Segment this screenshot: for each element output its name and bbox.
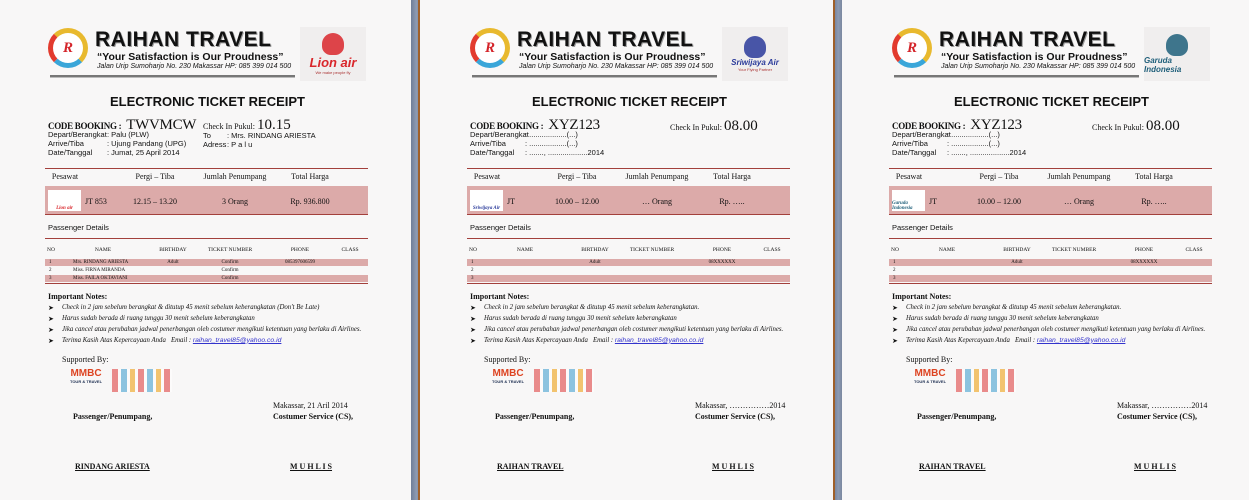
checkin-label: Check In Pukul: [203, 122, 255, 131]
flight-code: JT [929, 197, 937, 206]
passenger-count: … Orang [1064, 197, 1094, 206]
passenger-header-0: NO [47, 247, 55, 253]
passenger-details-label: Passenger Details [470, 223, 531, 232]
passenger-row [889, 259, 1212, 266]
passenger-signature: RAIHAN TRAVEL [497, 462, 564, 471]
divider-line [45, 168, 368, 169]
thanks-text: Terima Kasih Atas Kepercayaan Anda [62, 336, 166, 344]
passenger-header-0: NO [891, 247, 899, 253]
company-address: Jalan Urip Sumoharjo No. 230 Makassar HP: 085 399 014 500 [519, 63, 714, 70]
airline-partners-logos [534, 369, 594, 392]
checkin-row [1092, 118, 1180, 135]
note-item [48, 337, 368, 346]
note-item [892, 337, 1212, 346]
booking-code-label: CODE BOOKING [48, 121, 117, 131]
booking-code-label: CODE BOOKING [470, 121, 539, 131]
booking-code: XYZ123 [548, 117, 600, 133]
brand-name: RAIHAN TRAVEL [939, 28, 1116, 51]
passenger-row [889, 267, 1212, 274]
divider-line [467, 168, 790, 169]
place-date: Makassar, 21 Aril 2014 [273, 401, 348, 410]
passenger-phone: 08XXXXXX [708, 260, 736, 265]
passenger-header-5: CLASS [763, 247, 781, 253]
important-notes [470, 292, 790, 345]
passenger-no: 1 [893, 260, 896, 265]
passenger-phone: 085397606599 [285, 260, 315, 265]
document-title: ELECTRONIC TICKET RECEIPT [531, 94, 727, 109]
note-item: ➤ Harus sudah berada di ruang tunggu 30 menit sebelum keberangkatan [48, 315, 368, 324]
passenger-header-4: PHONE [290, 247, 310, 253]
flight-header-0: Pesawat [895, 172, 923, 181]
email-label: Email : [592, 336, 614, 344]
note-item: ➤ Check in 2 jam sebelum berangkat & ditutup 45 menit sebelum keberangkatan (Don't Be Late) [48, 304, 368, 313]
divider-line [889, 238, 1212, 239]
passenger-no: 2 [471, 268, 474, 273]
brand-name: RAIHAN TRAVEL [517, 28, 694, 51]
arrive-label: Arrive/Tiba [892, 139, 928, 148]
passenger-header-0: NO [469, 247, 477, 253]
checkin-time: 10.15 [257, 117, 291, 133]
passenger-header-4: PHONE [712, 247, 732, 253]
notes-title: Important Notes: [48, 292, 108, 301]
passenger-birthday: Adult [1011, 260, 1023, 265]
passenger-ticket: Confirm [221, 268, 239, 273]
passenger-header-5: CLASS [341, 247, 359, 253]
thanks-text: Terima Kasih Atas Kepercayaan Anda [484, 336, 588, 344]
flight-airline-logo-name: Garuda Indonesia [892, 201, 913, 211]
airline-logo-slogan: We make people fly [315, 70, 351, 75]
partner-logo-name: MMBC [70, 368, 102, 379]
email-label: Email : [1014, 336, 1036, 344]
date-value: : ......., ...................2014 [947, 148, 1027, 157]
passenger-header-1: NAME [938, 247, 956, 253]
page-divider [833, 0, 842, 500]
cs-signature: M U H L I S [712, 462, 755, 471]
passenger-no: 3 [471, 276, 474, 281]
page-divider [411, 0, 420, 500]
passenger-ticket: Confirm [221, 276, 239, 281]
flight-header-1: Pergi – Tiba [135, 172, 175, 181]
flight-header-1: Pergi – Tiba [557, 172, 597, 181]
total-price: Rp. ….. [719, 197, 745, 206]
checkin-row [670, 118, 758, 135]
passenger-name: Miss. FAILA OKTAVIANI [73, 276, 128, 281]
passenger-row [467, 275, 790, 282]
flight-airline-logo [892, 190, 925, 211]
important-notes [892, 292, 1212, 345]
airline-logo [300, 27, 366, 81]
to-label: To [203, 131, 211, 140]
flight-header-0: Pesawat [473, 172, 501, 181]
flight-time: 12.15 – 13.20 [133, 197, 177, 206]
airline-emblem-icon [322, 33, 344, 55]
airline-partners-logos [112, 369, 172, 392]
passenger-header-3: TICKET NUMBER [629, 247, 675, 253]
passenger-row [467, 267, 790, 274]
checkin-label: Check In Pukul: [670, 123, 722, 132]
flight-header-0: Pesawat [51, 172, 79, 181]
passenger-header-1: NAME [94, 247, 112, 253]
depart-value: : ..................(...) [947, 130, 1000, 139]
passenger-label: Passenger/Penumpang, [73, 412, 153, 421]
ticket-page-1 [0, 0, 411, 500]
passenger-row [45, 267, 368, 274]
partner-logo [489, 368, 527, 392]
divider-line [45, 238, 368, 239]
cs-signature: M U H L I S [1134, 462, 1177, 471]
notes-title: Important Notes: [470, 292, 530, 301]
date-label: Date/Tanggal [470, 148, 515, 157]
cs-signature: M U H L I S [290, 462, 333, 471]
note-item: ➤ Jika cancel atau perubahan jadwal penerbangan oleh costumer mengikuti ketentuan yang berlaku di Airlines. [470, 326, 790, 335]
airline-logo [722, 27, 788, 81]
raihan-travel-logo: R [470, 28, 510, 68]
total-price: Rp. ….. [1141, 197, 1167, 206]
passenger-header-3: TICKET NUMBER [207, 247, 253, 253]
arrive-value: : Ujung Pandang (UPG) [107, 139, 187, 148]
flight-airline-logo [48, 190, 81, 211]
tagline: “Your Satisfaction is Our Proudness” [97, 51, 284, 63]
arrive-label: Arrive/Tiba [48, 139, 84, 148]
passenger-birthday: Adult [589, 260, 601, 265]
adress-value: : P a l u [227, 140, 253, 149]
note-item [470, 337, 790, 346]
flight-header-3: Total Harga [291, 172, 329, 181]
depart-label: Depart/Berangkat [48, 130, 107, 139]
partner-logo-sub: TOUR & TRAVEL [491, 379, 525, 384]
partner-logo-sub: TOUR & TRAVEL [913, 379, 947, 384]
flight-airline-logo-name: Sriwijaya Air [472, 206, 501, 211]
airline-partners-logos [956, 369, 1016, 392]
supported-by-label: Supported By: [484, 355, 531, 364]
document-title: ELECTRONIC TICKET RECEIPT [109, 94, 305, 109]
passenger-header-3: TICKET NUMBER [1051, 247, 1097, 253]
to-value: : Mrs. RINDANG ARIESTA [227, 131, 316, 140]
passenger-header-2: BIRTHDAY [1003, 247, 1031, 253]
airline-logo [1144, 27, 1210, 81]
booking-code-row: CODE BOOKING : XYZ123 [892, 117, 1022, 133]
cs-label: Costumer Service (CS), [695, 412, 776, 421]
passenger-count: 3 Orang [222, 197, 248, 206]
checkin-time: 08.00 [724, 118, 758, 134]
notes-title: Important Notes: [892, 292, 952, 301]
brand-name: RAIHAN TRAVEL [95, 28, 272, 51]
passenger-row [889, 275, 1212, 282]
note-item: ➤ Check in 2 jam sebelum berangkat & ditutup 45 menit sebelum keberangkatan. [892, 304, 1212, 313]
important-notes [48, 292, 368, 345]
airline-logo-name: Lion air [309, 55, 357, 70]
flight-header-3: Total Harga [713, 172, 751, 181]
supported-by-label: Supported By: [906, 355, 953, 364]
passenger-name: Mrs. RINDANG ARIESTA [73, 260, 129, 265]
flight-code: JT 853 [85, 197, 107, 206]
checkin-time: 08.00 [1146, 118, 1180, 134]
passenger-signature: RAIHAN TRAVEL [919, 462, 986, 471]
company-address: Jalan Urip Sumoharjo No. 230 Makassar HP: 085 399 014 500 [97, 63, 292, 70]
passenger-no: 2 [893, 268, 896, 273]
flight-code: JT [507, 197, 515, 206]
date-value: : ......., ...................2014 [525, 148, 605, 157]
raihan-travel-logo: R [892, 28, 932, 68]
airline-logo-name: Sriwijaya Air [731, 58, 779, 67]
header-underline [472, 75, 717, 78]
divider-line [45, 283, 368, 284]
passenger-label: Passenger/Penumpang, [917, 412, 997, 421]
arrive-value: : ..................(...) [947, 139, 1000, 148]
passenger-no: 3 [49, 276, 52, 281]
partner-logo-name: MMBC [492, 368, 524, 379]
tagline: “Your Satisfaction is Our Proudness” [519, 51, 706, 63]
checkin-label: Check In Pukul: [1092, 123, 1144, 132]
depart-value: : Palu (PLW) [107, 130, 149, 139]
passenger-name: Miss. FIRNA MIRANDA [73, 268, 126, 273]
divider-line [467, 238, 790, 239]
arrive-label: Arrive/Tiba [470, 139, 506, 148]
place-date: Makassar, ……………2014 [1117, 401, 1208, 410]
header-underline [894, 75, 1139, 78]
cs-label: Costumer Service (CS), [273, 412, 354, 421]
passenger-phone: 08XXXXXX [1130, 260, 1158, 265]
booking-code: TWVMCW [126, 117, 197, 133]
flight-header-2: Jumlah Penumpang [203, 172, 267, 181]
depart-label: Depart/Berangkat [892, 130, 951, 139]
passenger-no: 3 [893, 276, 896, 281]
date-label: Date/Tanggal [48, 148, 93, 157]
airline-logo-slogan: Your Flying Partner [737, 67, 773, 72]
airline-emblem-icon [1166, 34, 1188, 56]
passenger-row [45, 275, 368, 282]
depart-value: : ..................(...) [525, 130, 578, 139]
passenger-header-5: CLASS [1185, 247, 1203, 253]
company-address: Jalan Urip Sumoharjo No. 230 Makassar HP: 085 399 014 500 [941, 63, 1136, 70]
header-underline [50, 75, 295, 78]
arrive-value: : ..................(...) [525, 139, 578, 148]
email-link[interactable]: raihan_travel85@yahoo.co.id [1036, 336, 1126, 344]
place-date: Makassar, ……………2014 [695, 401, 786, 410]
flight-time: 10.00 – 12.00 [555, 197, 599, 206]
airline-emblem-icon [744, 36, 766, 58]
booking-code-row: CODE BOOKING : XYZ123 [470, 117, 600, 133]
flight-header-3: Total Harga [1135, 172, 1173, 181]
email-label: Email : [170, 336, 192, 344]
flight-airline-logo [470, 190, 503, 211]
passenger-header-1: NAME [516, 247, 534, 253]
passenger-no: 2 [49, 268, 52, 273]
passenger-ticket: Confirm [221, 260, 239, 265]
divider-line [889, 168, 1212, 169]
passenger-birthday: Adult [167, 260, 179, 265]
date-label: Date/Tanggal [892, 148, 937, 157]
passenger-details-label: Passenger Details [48, 223, 109, 232]
partner-logo [911, 368, 949, 392]
passenger-row [45, 259, 368, 266]
passenger-label: Passenger/Penumpang, [495, 412, 575, 421]
cs-label: Costumer Service (CS), [1117, 412, 1198, 421]
email-link[interactable]: raihan_travel85@yahoo.co.id [614, 336, 704, 344]
booking-code-row: CODE BOOKING : TWVMCW [48, 117, 197, 133]
passenger-header-4: PHONE [1134, 247, 1154, 253]
partner-logo-sub: TOUR & TRAVEL [69, 379, 103, 384]
note-item: ➤ Jika cancel atau perubahan jadwal penerbangan oleh costumer mengikuti ketentuan yang berlaku di Airlines. [892, 326, 1212, 335]
passenger-signature: RINDANG ARIESTA [75, 462, 150, 471]
passenger-header-2: BIRTHDAY [159, 247, 187, 253]
flight-airline-logo-name: Lion air [56, 206, 73, 211]
ticket-page-2 [420, 0, 833, 500]
adress-label: Adress [203, 140, 227, 149]
flight-header-2: Jumlah Penumpang [1047, 172, 1111, 181]
total-price: Rp. 936.800 [290, 197, 330, 206]
flight-header-1: Pergi – Tiba [979, 172, 1019, 181]
document-title: ELECTRONIC TICKET RECEIPT [953, 94, 1149, 109]
passenger-details-label: Passenger Details [892, 223, 953, 232]
passenger-row [467, 259, 790, 266]
thanks-text: Terima Kasih Atas Kepercayaan Anda [906, 336, 1010, 344]
passenger-header-2: BIRTHDAY [581, 247, 609, 253]
note-item: ➤ Jika cancel atau perubahan jadwal penerbangan oleh costumer mengikuti ketentuan yang berlaku di Airlines. [48, 326, 368, 335]
note-item: ➤ Harus sudah berada di ruang tunggu 30 menit sebelum keberangkatan [892, 315, 1212, 324]
passenger-no: 1 [49, 260, 52, 265]
booking-code: XYZ123 [970, 117, 1022, 133]
passenger-no: 1 [471, 260, 474, 265]
raihan-travel-logo: R [48, 28, 88, 68]
passenger-count: … Orang [642, 197, 672, 206]
divider-line [889, 283, 1212, 284]
note-item: ➤ Harus sudah berada di ruang tunggu 30 menit sebelum keberangkatan [470, 315, 790, 324]
booking-code-label: CODE BOOKING [892, 121, 961, 131]
date-value: : Jumat, 25 April 2014 [107, 148, 180, 157]
partner-logo [67, 368, 105, 392]
tagline: “Your Satisfaction is Our Proudness” [941, 51, 1128, 63]
depart-label: Depart/Berangkat [470, 130, 529, 139]
airline-logo-name: Garuda Indonesia [1144, 56, 1182, 74]
note-item: ➤ Check in 2 jam sebelum berangkat & ditutup 45 menit sebelum keberangkatan. [470, 304, 790, 313]
email-link[interactable]: raihan_travel85@yahoo.co.id [192, 336, 282, 344]
divider-line [467, 283, 790, 284]
partner-logo-name: MMBC [914, 368, 946, 379]
flight-time: 10.00 – 12.00 [977, 197, 1021, 206]
ticket-page-3 [842, 0, 1249, 500]
supported-by-label: Supported By: [62, 355, 109, 364]
flight-header-2: Jumlah Penumpang [625, 172, 689, 181]
